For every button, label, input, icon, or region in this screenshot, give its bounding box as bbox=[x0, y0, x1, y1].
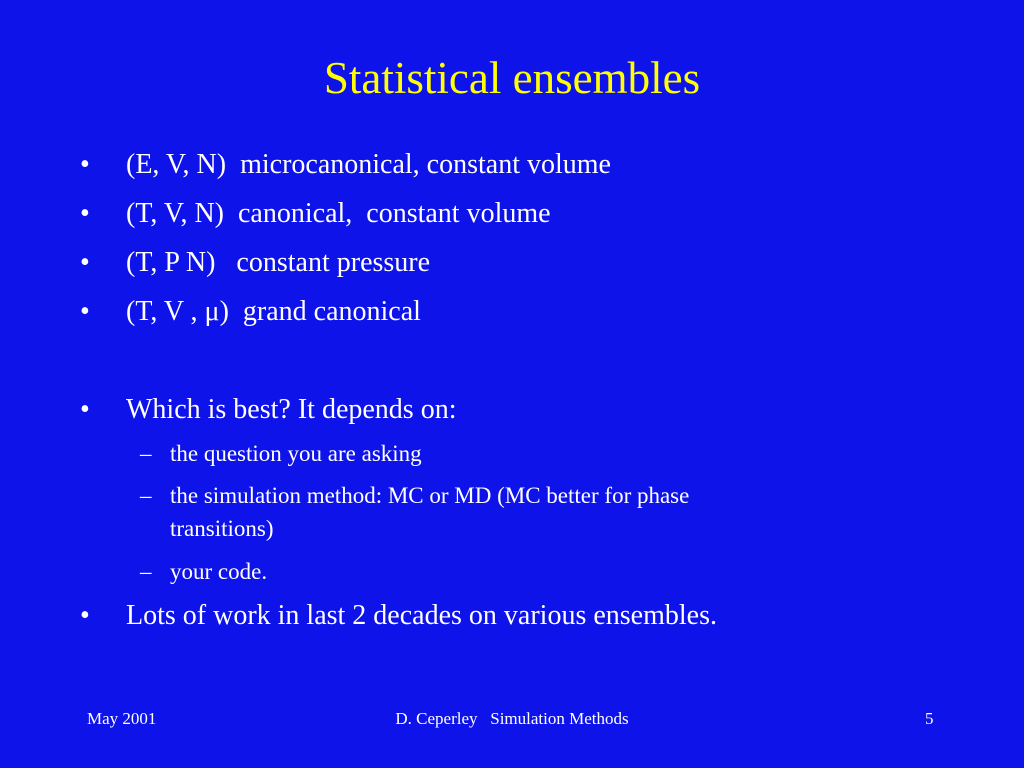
bullet-marker: • bbox=[80, 149, 90, 180]
bullet-marker: • bbox=[80, 198, 90, 229]
bullet-text: Lots of work in last 2 decades on various ensembles. bbox=[126, 600, 717, 631]
bullet-marker: • bbox=[80, 600, 90, 631]
bullet-text: Which is best? It depends on: bbox=[126, 394, 457, 425]
bullet-text: (E, V, N) microcanonical, constant volume bbox=[126, 149, 611, 180]
sub-bullet-text: the question you are asking bbox=[170, 441, 422, 466]
footer-date: May 2001 bbox=[87, 709, 157, 728]
footer-page-number: 5 bbox=[925, 709, 934, 728]
bullet-text: (T, P N) constant pressure bbox=[126, 247, 431, 278]
sub-bullet-text: your code. bbox=[170, 559, 268, 584]
bullet-text: (T, V, N) canonical, constant volume bbox=[126, 198, 551, 229]
footer-author-title: D. Ceperley Simulation Methods bbox=[395, 709, 629, 728]
sub-bullet-marker: – bbox=[140, 559, 152, 584]
slide-title: Statistical ensembles bbox=[323, 53, 701, 103]
bullet-marker: • bbox=[80, 394, 90, 425]
sub-bullet-text-line-1: the simulation method: MC or MD (MC better for phase bbox=[170, 483, 690, 508]
bullet-marker: • bbox=[80, 247, 90, 278]
sub-bullet-marker: – bbox=[140, 483, 152, 508]
bullet-marker: • bbox=[80, 296, 90, 327]
bullet-text: (T, V , μ) grand canonical bbox=[126, 296, 421, 327]
sub-bullet-text-line-2: transitions) bbox=[170, 516, 274, 541]
sub-bullet-marker: – bbox=[140, 441, 152, 466]
